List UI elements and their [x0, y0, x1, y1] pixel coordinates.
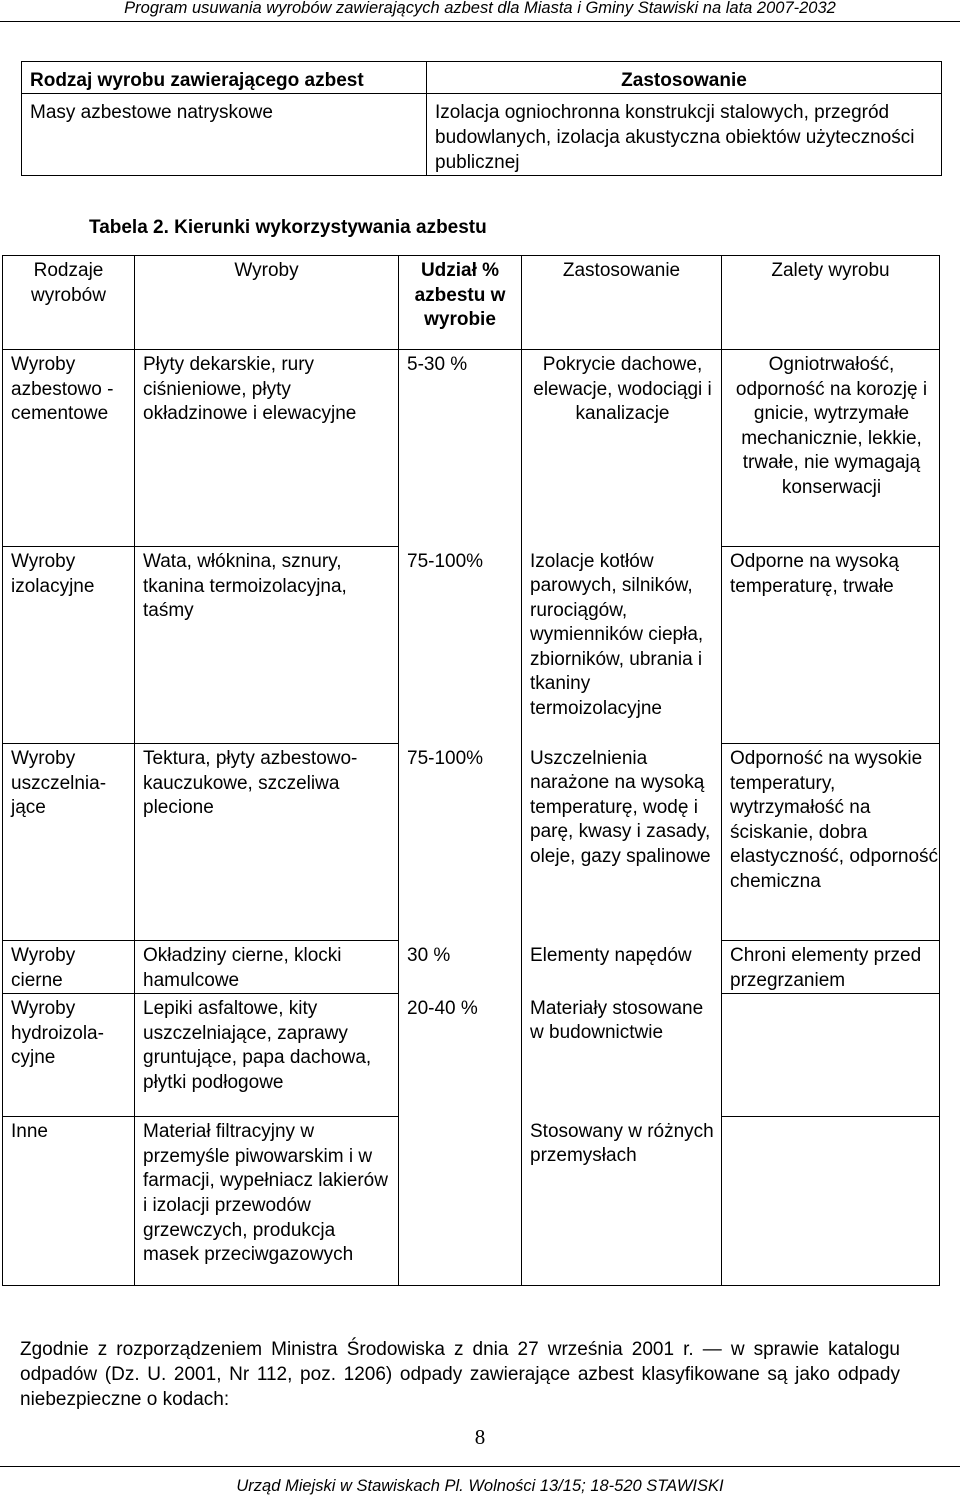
table2-cell-category: Wyroby izolacyjne [3, 547, 135, 744]
table2-cell-use: Pokrycie dachowe, elewacje, wodociągi i kanalizacje [522, 350, 722, 547]
asbestos-spray-table [21, 61, 942, 176]
table1-header-type: Rodzaj wyrobu zawierającego azbest [22, 62, 427, 94]
asbestos-uses-table [2, 255, 940, 1286]
table2-cell-products: Płyty dekarskie, rury ciśnieniowe, płyty okładzinowe i elewacyjne [135, 350, 399, 547]
table2-row [3, 547, 940, 744]
table2-row [3, 744, 940, 941]
table2-header-products: Wyroby [135, 256, 399, 350]
table2-cell-products: Materiał filtracyjny w przemyśle piwowarskim i w farmacji, wypełniacz lakierów i izolacji przewodów grzewczych, produkcja masek przeciwgazowych [135, 1117, 399, 1286]
table2-header-advantages: Zalety wyrobu [722, 256, 940, 350]
table2-cell-category: Wyroby cierne [3, 941, 135, 994]
table2-cell-advantages: Ogniotrwałość, odporność na korozję i gnicie, wytrzymałe mechanicznie, lekkie, trwałe, nie wymagają konserwacji [722, 350, 940, 547]
table2-cell-products: Okładziny cierne, klocki hamulcowe [135, 941, 399, 994]
table2-cell-use: Uszczelnienia narażone na wysoką temperaturę, wodę i parę, kwasy i zasady, oleje, gazy spalinowe [522, 744, 722, 941]
table2-cell-advantages [722, 1117, 940, 1286]
table2-cell-advantages: Odporne na wysoką temperaturę, trwałe [722, 547, 940, 744]
table2-row [3, 994, 940, 1117]
table2-cell-advantages: Odporność na wysokie temperatury, wytrzymałość na ściskanie, dobra elastyczność, odporność chemiczna [722, 744, 940, 941]
table2-row [3, 941, 940, 994]
table1-header-use: Zastosowanie [427, 62, 942, 94]
footer-divider [0, 1466, 960, 1467]
page-number: 8 [474, 1425, 486, 1449]
table2-row [3, 350, 940, 547]
table1-cell-type: Masy azbestowe natryskowe [22, 94, 427, 176]
table2-cell-use: Materiały stosowane w budownictwie [522, 994, 722, 1117]
table2-cell-share: 75-100% [399, 547, 522, 744]
table2-cell-share: 20-40 % [399, 994, 522, 1117]
table1-cell-use: Izolacja ogniochronna konstrukcji stalowych, przegród budowlanych, izolacja akustyczna obiektów użyteczności publicznej [427, 94, 942, 176]
table2-cell-category: Inne [3, 1117, 135, 1286]
table2-header-category: Rodzaje wyrobów [3, 256, 135, 350]
table2-cell-use: Stosowany w różnych przemysłach [522, 1117, 722, 1286]
table2-cell-use: Elementy napędów [522, 941, 722, 994]
table2-header-share: Udział % azbestu w wyrobie [399, 256, 522, 350]
table2-caption: Tabela 2. Kierunki wykorzystywania azbestu [89, 217, 487, 238]
table2-cell-category: Wyroby uszczelnia-jące [3, 744, 135, 941]
running-footer: Urząd Miejski w Stawiskach Pl. Wolności 13/15; 18-520 STAWISKI [236, 1477, 724, 1495]
table1-row [22, 94, 942, 176]
table2-header-row [3, 256, 940, 350]
table2-cell-products: Lepiki asfaltowe, kity uszczelniające, zaprawy gruntujące, papa dachowa, płytki podłogowe [135, 994, 399, 1117]
table2-cell-use: Izolacje kotłów parowych, silników, rurociągów, wymienników ciepła, zbiorników, ubrania i tkaniny termoizolacyjne [522, 547, 722, 744]
table2-cell-share: 30 % [399, 941, 522, 994]
running-header: Program usuwania wyrobów zawierających azbest dla Miasta i Gminy Stawiski na lata 2007-2032 [0, 0, 960, 22]
table2-row [3, 1117, 940, 1286]
table2-cell-share: 5-30 % [399, 350, 522, 547]
table2-cell-share: 75-100% [399, 744, 522, 941]
table2-cell-advantages [722, 994, 940, 1117]
table2-cell-advantages: Chroni elementy przed przegrzaniem [722, 941, 940, 994]
table1-header-row [22, 62, 942, 94]
table2-cell-category: Wyroby hydroizola-cyjne [3, 994, 135, 1117]
table2-cell-products: Tektura, płyty azbestowo-kauczukowe, szczeliwa plecione [135, 744, 399, 941]
legal-footnote: Zgodnie z rozporządzeniem Ministra Środowiska z dnia 27 września 2001 r. — w sprawie katalogu odpadów (Dz. U. 2001, Nr 112, poz. 1206) odpady zawierające azbest klasyfikowane są jako odpady niebezpieczne o kodach: [20, 1339, 900, 1410]
table2-cell-share [399, 1117, 522, 1286]
table2-cell-category: Wyroby azbestowo - cementowe [3, 350, 135, 547]
table2-cell-products: Wata, włóknina, sznury, tkanina termoizolacyjna, taśmy [135, 547, 399, 744]
table2-header-use: Zastosowanie [522, 256, 722, 350]
